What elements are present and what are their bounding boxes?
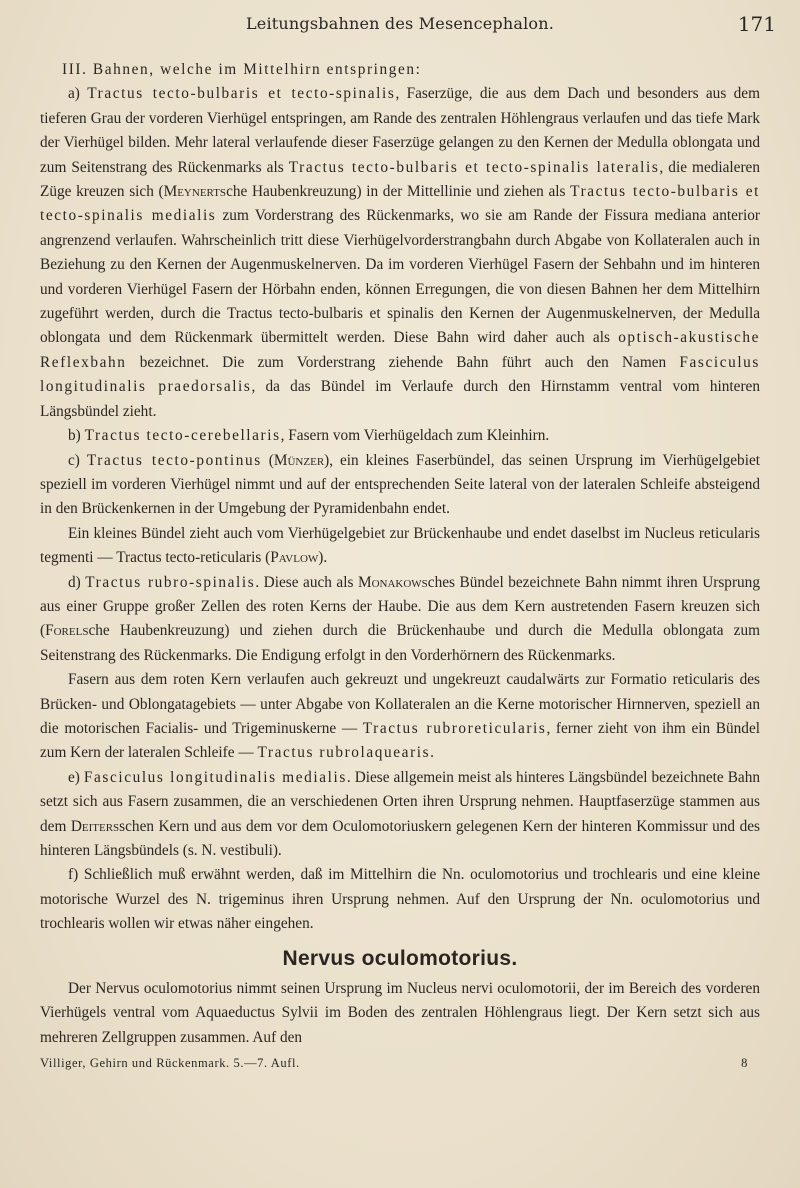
footer-citation: Villiger, Gehirn und Rückenmark. 5.—7. Aufl. [40, 1056, 300, 1071]
text: ( [261, 451, 274, 469]
author-name: Münzer [273, 451, 325, 469]
paragraph-e [40, 766, 760, 864]
section-heading-nervus-oculomotorius: Nervus oculomotorius. [282, 946, 518, 970]
author-name: Meynerts [163, 183, 227, 201]
text: . Diese allgemein meist als hinteres Längsbündel bezeichnete Bahn setzt sich aus Fasern zusammen, die an verschiedenen Orten ihren Ursprung nehmen. Hauptfaserzüge stammen aus dem [40, 768, 760, 835]
term: Tractus tecto-cerebellaris [84, 427, 281, 445]
text: Fasern aus dem roten Kern verlaufen auch gekreuzt und ungekreuzt caudalwärts zur Formatio reticularis des Brücken- und Oblongatagebiets — unter Abgabe von Kollateralen an die Kerne motorischer Hirnnerven, speziell an die motorischen Facialis- und Trigeminuskerne — [40, 671, 760, 737]
text: schen Kern und aus dem vor dem Oculomotoriuskern gelegenen Kern der hinteren Kommissur und des hinteren Längsbündels (s. N. vestibuli). [40, 817, 760, 859]
text: zum Vorderstrang des Rückenmarks, wo sie am Rande der Fissura mediana anterior angrenzend verlaufen. Wahrscheinlich tritt diese Vierhügelvorderstrangbahn durch Abgabe von Kollateralen auch in Beziehung zu den Kernen der Augenmuskelnerven. Da im vorderen Vierhügel Fasern der Sehbahn und im hinteren und vorderen Vierhügel Fasern der Hörbahn enden, können Erregungen, die von diesen Bahnen her dem Mittelhirn zugeführt werden, durch die Tractus tecto-bulbaris et spinalis den Kernen der Augenmuskelnerven, der Medulla oblongata und dem Rückenmark übermittelt werden. Diese Bahn wird daher auch als [40, 207, 760, 347]
term: Tractus tecto-bulbaris et tecto-spinalis medialis [40, 183, 761, 225]
signature-mark: 8 [741, 1056, 748, 1071]
text: che Haubenkreuzung) und ziehen durch die Brückenhaube und durch die Medulla oblongata zum Seitenstrang des Rückenmarks. Die Endigung erfolgt in den Vorderhörnern des Rückenmarks. [40, 622, 760, 664]
text: d) [68, 573, 86, 591]
text: , die medialeren Züge kreuzen sich ( [40, 158, 760, 201]
text: b) [68, 427, 85, 445]
term: Tractus tecto-bulbaris et tecto-spinalis [87, 85, 396, 103]
term: Tractus tecto-pontinus [86, 451, 262, 469]
page-number: 171 [737, 12, 776, 36]
text: , Fasern vom Vierhügeldach zum Kleinhirn. [280, 427, 550, 445]
text: che Haubenkreuzung) in der Mittellinie und ziehen als [226, 183, 571, 201]
text: e) [68, 768, 84, 786]
paragraph-f: f) Schließlich muß erwähnt werden, daß im Mittelhirn die Nn. oculomotorius und trochlearis und eine kleine motorische Wurzel des N. trigeminus ihren Ursprung nehmen. Auf den Ursprung der Nn. oculomotorius und trochlearis wollen wir etwas näher eingehen. [40, 866, 760, 933]
text: , da das Bündel im Verlaufe durch den Hirnstamm ventral vom hinteren Längsbündel zieht. [40, 378, 760, 420]
page-footer [40, 1051, 760, 1075]
text: , ferner zieht von ihm ein Bündel zum Kern der lateralen Schleife — [40, 719, 760, 762]
text: , Faserzüge, die aus dem Dach und besonders aus dem tieferen Grau der vorderen Vierhügel entspringen, am Rande des zentralen Höhlengraus verlaufen und das tiefe Mark der Vierhügel bilden. Mehr lateral verlaufende dieser Faserzüge gelangen zu den Kernen der Medulla oblongata und zum Seitenstrang des Rückenmarks als [40, 85, 760, 176]
paragraph-c-extra [40, 522, 760, 571]
term: optisch-akustische Reflexbahn [40, 329, 760, 371]
author-name: Pavlow [270, 549, 319, 567]
text: ). [318, 549, 328, 567]
paragraph-d [40, 571, 760, 669]
text: . [430, 744, 434, 762]
text: a) [68, 85, 88, 103]
running-head: Leitungsbahnen des Mesencephalon. [245, 14, 555, 33]
author-name: Forels [45, 622, 89, 640]
term: Tractus tecto-bulbaris et tecto-spinalis lateralis [288, 158, 660, 176]
term: Tractus rubroreticularis [362, 719, 547, 737]
paragraph-d-extra [40, 668, 760, 766]
term: Fasciculus longitudinalis praedorsalis [40, 353, 760, 396]
term: Tractus rubrolaquearis [257, 744, 431, 762]
text: ), ein kleines Faserbündel, das seinen Ursprung im Vierhügelgebiet speziell im vorderen Vierhügel nimmt und auf der entsprechenden Seite lateral von der lateralen Schleife absteigend in den Brückenkernen in der Umgebung der Pyramidenbahn endet. [40, 451, 760, 518]
term: Tractus rubro-spinalis [85, 573, 256, 591]
section-heading-text: III. Bahnen, welche im Mittelhirn entspringen: [62, 61, 422, 78]
author-name: Monakows [357, 573, 428, 591]
term: Fasciculus longitudinalis medialis [83, 768, 347, 786]
paragraph-c [40, 449, 760, 522]
paragraph-a [40, 82, 760, 424]
body-text [40, 58, 760, 1076]
author-name: Deiters [70, 817, 120, 835]
text: c) [68, 451, 87, 469]
text: . Diese auch als [255, 573, 358, 591]
paragraph-nervus: Der Nervus oculomotorius nimmt seinen Ursprung im Nucleus nervi oculomotorii, der im Bereich des vorderen Vierhügels ventral vom Aquaeductus Sylvii im Boden des zentralen Höhlengraus liegt. Der Kern setzt sich aus mehreren Zellgruppen zusammen. Auf den [40, 980, 760, 1046]
text: ches Bündel bezeichnete Bahn nimmt ihren Ursprung aus einer Gruppe großer Zellen des roten Kerns der Haube. Die aus dem Kern austretenden Fasern kreuzen sich ( [40, 573, 760, 640]
section-iii-heading [40, 58, 760, 82]
text: Ein kleines Bündel zieht auch vom Vierhügelgebiet zur Brückenhaube und endet daselbst im Nucleus reticularis tegmenti — Tractus tecto-reticularis ( [40, 524, 760, 567]
text: bezeichnet. Die zum Vorderstrang ziehende Bahn führt auch den Namen [126, 353, 680, 371]
paragraph-b [40, 424, 760, 448]
